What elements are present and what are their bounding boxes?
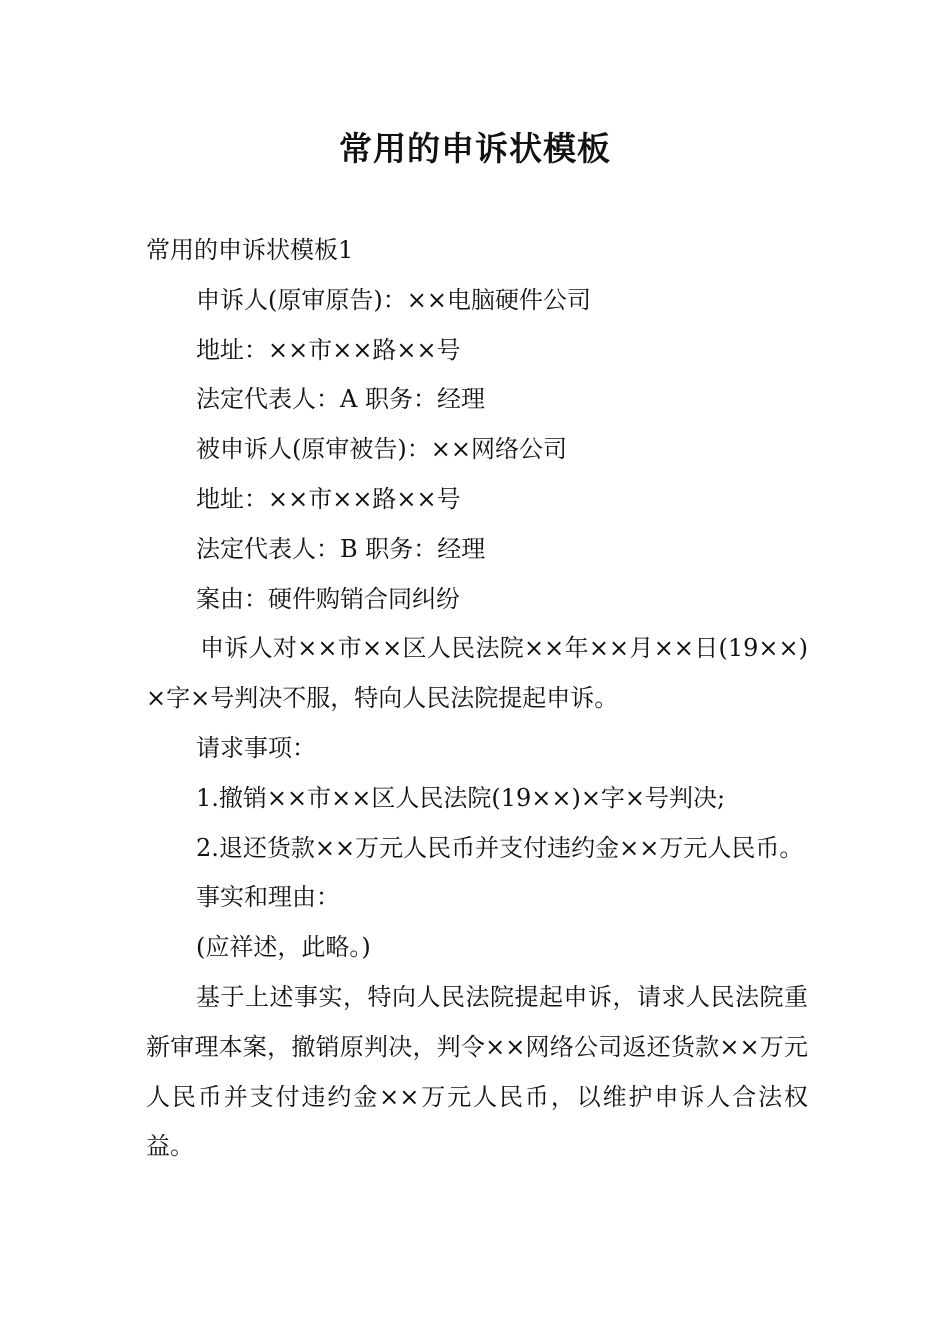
section-heading: 常用的申诉状模板1 [146,236,354,264]
document-body [146,226,808,1172]
paragraph-facts-note: (应祥述，此略。) [196,933,371,962]
paragraph-requests-heading: 请求事项： [196,733,316,762]
paragraph-respondent: 被申诉人(原审被告)：××网络公司 [196,435,567,464]
paragraph-cause: 案由：硬件购销合同纠纷 [196,584,460,613]
paragraph-request-1: 1.撤销××市××区人民法院(19××)×字×号判决; [196,783,726,812]
paragraph-appellant-address: 地址：××市××路××号 [196,335,461,364]
document-title: 常用的申诉状模板 [339,129,611,168]
paragraph-appellant: 申诉人(原审原告)：××电脑硬件公司 [196,285,591,314]
paragraph-request-2: 2.退还货款××万元人民币并支付违约金××万元人民币。 [196,833,804,862]
paragraph-appellant-representative: 法定代表人：A 职务：经理 [196,385,485,414]
paragraph-facts-heading: 事实和理由： [196,883,340,912]
paragraph-respondent-address: 地址：××市××路××号 [196,484,461,513]
paragraph-appeal-statement: 申诉人对××市××区人民法院××年××月××日(19××)×字×号判决不服，特向人民法院提起申诉。 [146,634,808,713]
paragraph-conclusion: 基于上述事实，特向人民法院提起申诉，请求人民法院重新审理本案，撤销原判决，判令××网络公司返还货款××万元人民币并支付违约金××万元人民币，以维护申诉人合法权益。 [146,982,808,1161]
paragraph-respondent-representative: 法定代表人：B 职务：经理 [196,534,486,563]
